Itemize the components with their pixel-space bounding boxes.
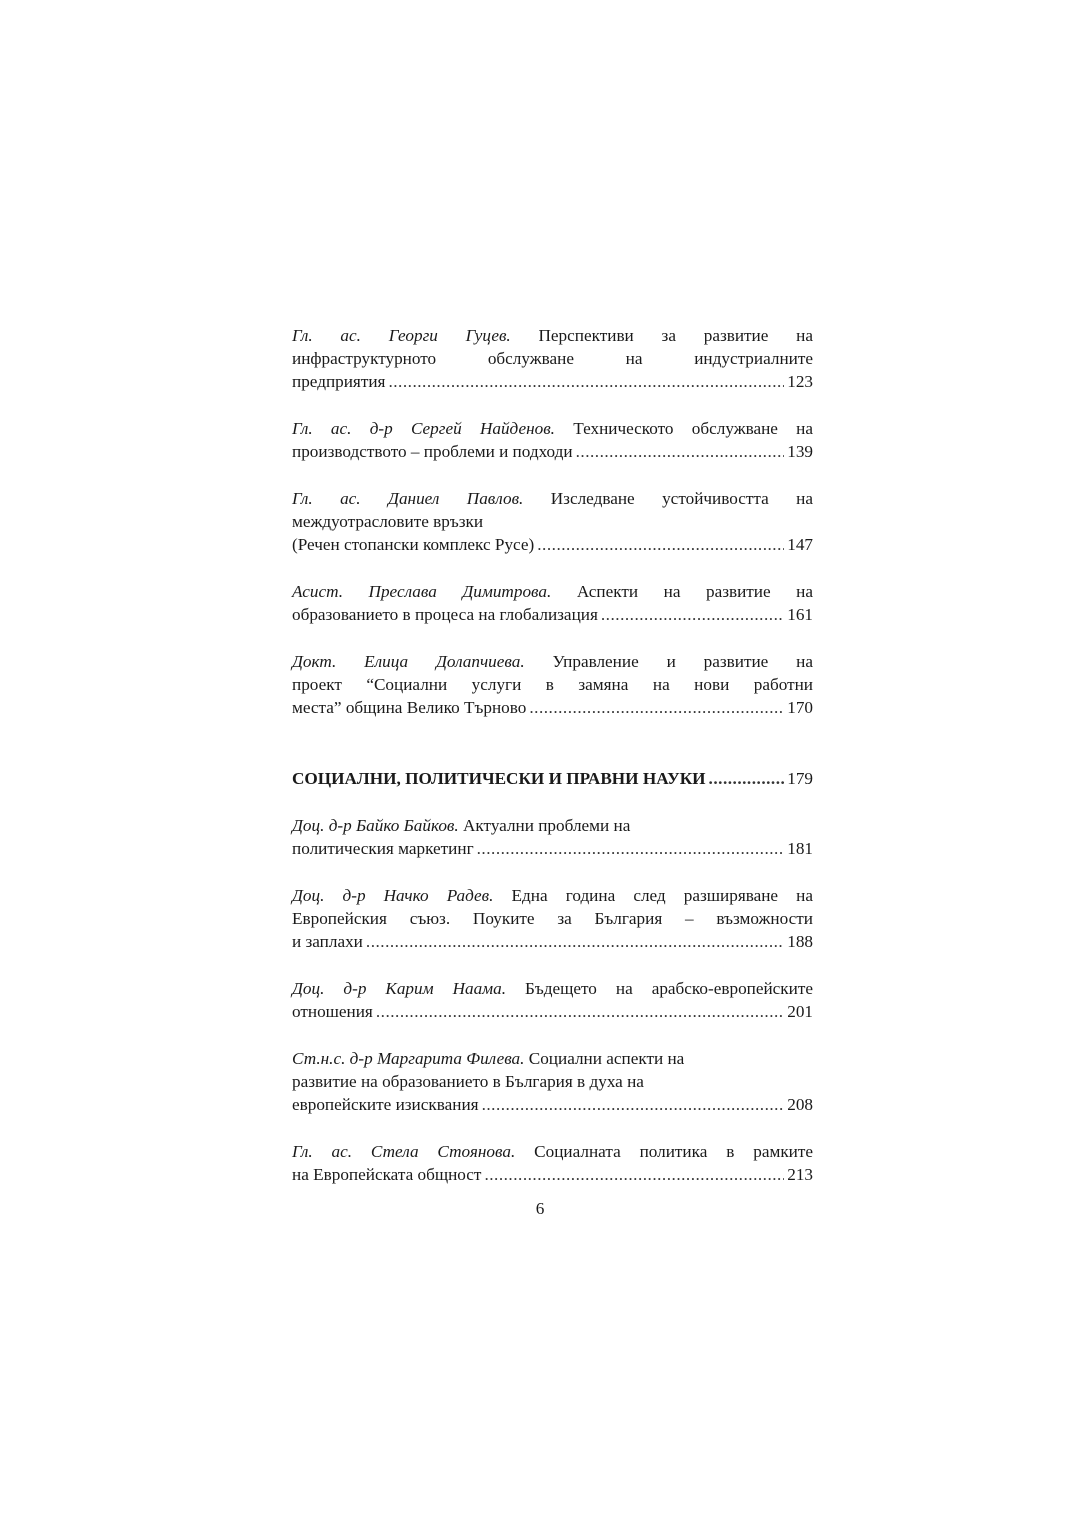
entry-title-text: Изследване устойчивостта на — [550, 489, 813, 508]
dot-leader — [709, 767, 785, 790]
dot-leader — [601, 603, 784, 626]
entry-title-text: европейските изисквания — [292, 1095, 479, 1114]
entry-first-line — [292, 814, 813, 837]
entry-first-line — [292, 1140, 813, 1163]
entry-leader-line — [292, 1093, 813, 1116]
section-leader-line — [292, 767, 813, 790]
entry-first-line — [292, 977, 813, 1000]
entry-title-text: (Речен стопански комплекс Русе) — [292, 535, 535, 554]
entry-title-text: Перспективи за развитие на — [538, 326, 813, 345]
page-footer-number: 6 — [535, 1199, 545, 1218]
entry-first-line — [292, 884, 813, 907]
entry-title-line: развитие на образованието в България в духа на — [292, 1072, 644, 1091]
entry-leader-line — [292, 930, 813, 953]
entry-first-line — [292, 580, 813, 603]
entry-leader-line — [292, 1000, 813, 1023]
entry-title-text: Техническото обслужване на — [573, 419, 813, 438]
dot-leader — [366, 930, 784, 953]
entry-page-number: 201 — [787, 1002, 813, 1021]
entry-first-line — [292, 417, 813, 440]
entry-leader-line — [292, 837, 813, 860]
entry-title-text: Аспекти на развитие на — [576, 582, 813, 601]
entry-title-text: на Европейската общност — [292, 1165, 482, 1184]
entry-author: Ст.н.с. д-р Маргарита Филева. — [292, 1049, 525, 1068]
entry-first-line — [292, 1047, 813, 1070]
entry-first-line — [292, 650, 813, 673]
entry-leader-line — [292, 696, 813, 719]
entry-title-text: Една година след разширяване на — [511, 886, 813, 905]
entry-title-text: Бъдещето на арабско-европейските — [525, 979, 814, 998]
entry-leader-line — [292, 370, 813, 393]
entry-page-number: 213 — [787, 1165, 813, 1184]
entry-page-number: 170 — [787, 698, 813, 717]
entry-title-text: политическия маркетинг — [292, 839, 474, 858]
entry-author: Гл. ас. Стела Стоянова. — [292, 1142, 516, 1161]
dot-leader — [576, 440, 785, 463]
entry-author: Доц. д-р Карим Наама. — [292, 979, 507, 998]
entry-author: Докт. Елица Долапчиева. — [292, 652, 525, 671]
entry-leader-line — [292, 533, 813, 556]
section-page-number: 179 — [787, 769, 813, 788]
dot-leader — [484, 1163, 784, 1186]
entry-title-text: Актуални проблеми на — [463, 816, 631, 835]
dot-leader — [376, 1000, 784, 1023]
entry-leader-line — [292, 440, 813, 463]
entry-page-number: 161 — [787, 605, 813, 624]
toc-entry — [292, 324, 813, 393]
dot-leader — [529, 696, 784, 719]
entry-page-number: 188 — [787, 932, 813, 951]
entry-author: Гл. ас. Даниел Павлов. — [292, 489, 524, 508]
entry-title-text: Социалната политика в рамките — [534, 1142, 814, 1161]
entry-page-number: 147 — [787, 535, 813, 554]
entry-author: Асист. Преслава Димитрова. — [292, 582, 552, 601]
entry-title-text: производството – проблеми и подходи — [292, 442, 573, 461]
entry-title-line: междуотрасловите връзки — [292, 512, 484, 531]
dot-leader — [537, 533, 784, 556]
toc-entry — [292, 417, 813, 463]
entry-first-line — [292, 324, 813, 347]
entry-title-text: образованието в процеса на глобализация — [292, 605, 598, 624]
entry-title-text: Управление и развитие на — [552, 652, 814, 671]
toc-entry — [292, 884, 813, 953]
entry-page-number: 123 — [787, 372, 813, 391]
toc-entry — [292, 814, 813, 860]
entry-page-number: 208 — [787, 1095, 813, 1114]
dot-leader — [388, 370, 784, 393]
entry-first-line — [292, 487, 813, 510]
entry-title-text: и заплахи — [292, 932, 363, 951]
entry-leader-line — [292, 603, 813, 626]
toc-entry — [292, 487, 813, 556]
entry-leader-line — [292, 1163, 813, 1186]
table-of-contents — [292, 324, 813, 1210]
entry-author: Доц. д-р Начко Радев. — [292, 886, 494, 905]
entry-title-text: предприятия — [292, 372, 386, 391]
dot-leader — [477, 837, 785, 860]
entry-author: Гл. ас. Георги Гуцев. — [292, 326, 511, 345]
entry-page-number: 181 — [787, 839, 813, 858]
entry-title-line: проект “Социални услуги в замяна на нови работни — [292, 675, 813, 694]
toc-entry — [292, 977, 813, 1023]
entry-title-line: инфраструктурното обслужване на индустриалните — [292, 349, 813, 368]
entry-author: Доц. д-р Байко Байков. — [292, 816, 459, 835]
entry-title-text: Социални аспекти на — [528, 1049, 685, 1068]
section-heading — [292, 767, 813, 790]
entry-title-text: места” община Велико Търново — [292, 698, 527, 717]
entry-title-line: Европейския съюз. Поуките за България – възможности — [292, 909, 813, 928]
toc-entry — [292, 580, 813, 626]
section-title: СОЦИАЛНИ, ПОЛИТИЧЕСКИ И ПРАВНИ НАУКИ — [292, 769, 706, 788]
toc-entry — [292, 1140, 813, 1186]
entry-title-text: отношения — [292, 1002, 373, 1021]
entry-page-number: 139 — [787, 442, 813, 461]
entry-author: Гл. ас. д-р Сергей Найденов. — [292, 419, 555, 438]
dot-leader — [482, 1093, 785, 1116]
toc-entry — [292, 650, 813, 719]
toc-entry — [292, 1047, 813, 1116]
